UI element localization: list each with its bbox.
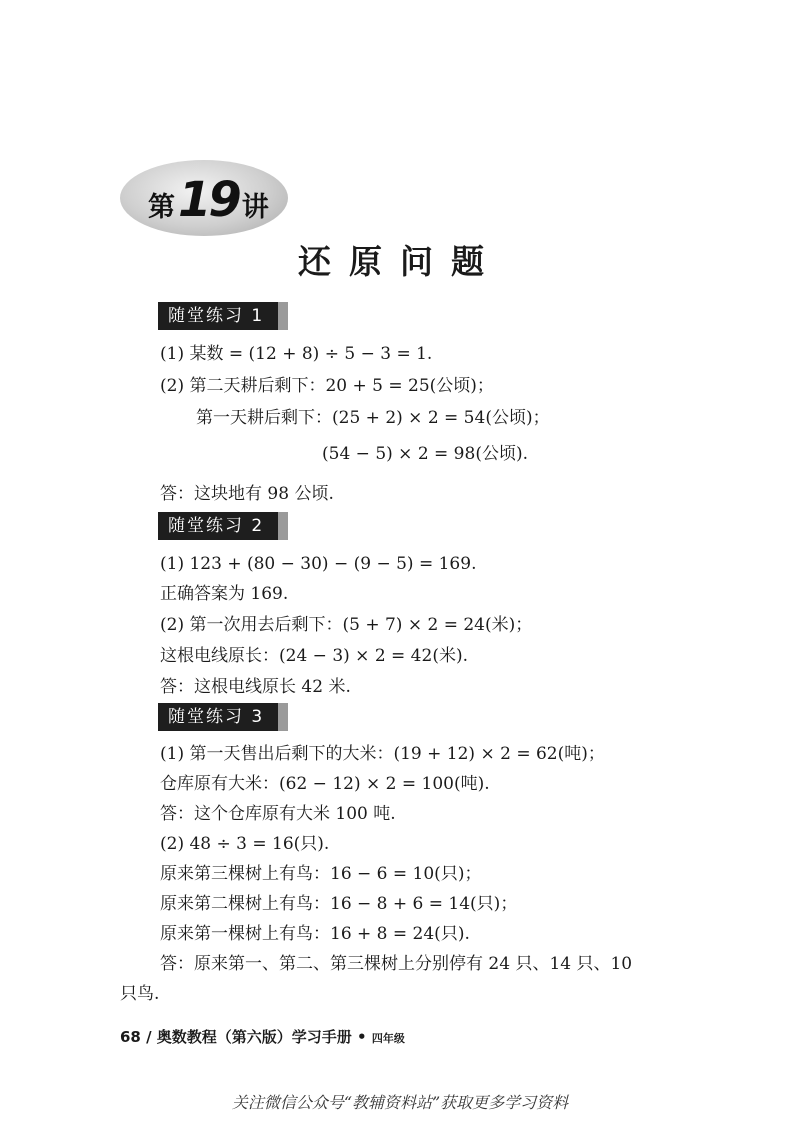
grade-label: 四年级 <box>371 1032 405 1045</box>
watermark-text: 关注微信公众号“教辅资料站”获取更多学习资料 <box>231 1093 569 1112</box>
answer-line: (1) 某数 = (12 + 8) ÷ 5 − 3 = 1. <box>160 344 433 364</box>
lecture-suffix: 讲 <box>241 192 269 223</box>
section-heading-2 <box>158 512 264 540</box>
answer-line: 答：原来第一、第二、第三棵树上分别停有 24 只、14 只、10 <box>160 954 633 974</box>
section-heading-label: 随堂练习 3 <box>168 707 265 727</box>
page-footer <box>120 1026 405 1047</box>
answer-line: (54 − 5) × 2 = 98(公顷). <box>322 444 528 464</box>
page-number: 68 <box>120 1028 141 1046</box>
answer-line: (2) 第二天耕后剩下：20 + 5 = 25(公顷)； <box>160 376 494 396</box>
book-title: / 奥数教程（第六版）学习手册 • <box>146 1028 367 1046</box>
section-heading-3 <box>158 703 264 731</box>
lecture-number: 19 <box>178 172 239 228</box>
answer-line: 仓库原有大米：(62 − 12) × 2 = 100(吨). <box>160 774 490 794</box>
answer-line: 答：这块地有 98 公顷. <box>160 484 334 504</box>
chapter-title: 还原问题 <box>298 242 502 281</box>
answer-line: 这根电线原长：(24 − 3) × 2 = 42(米). <box>160 646 468 666</box>
answer-line: 原来第二棵树上有鸟：16 − 8 + 6 = 14(只)； <box>160 894 518 914</box>
answer-line: 第一天耕后剩下：(25 + 2) × 2 = 54(公顷)； <box>196 408 550 428</box>
answer-line: (2) 第一次用去后剩下：(5 + 7) × 2 = 24(米)； <box>160 615 533 635</box>
answer-line: 只鸟. <box>120 984 160 1004</box>
section-heading-label: 随堂练习 2 <box>168 516 265 536</box>
answer-line: 答：这根电线原长 42 米. <box>160 677 351 697</box>
answer-line: 答：这个仓库原有大米 100 吨. <box>160 804 396 824</box>
answer-line: (1) 123 + (80 − 30) − (9 − 5) = 169. <box>160 554 477 574</box>
answer-line: 原来第三棵树上有鸟：16 − 6 = 10(只)； <box>160 864 482 884</box>
section-heading-label: 随堂练习 1 <box>168 306 265 326</box>
answer-line: 原来第一棵树上有鸟：16 + 8 = 24(只). <box>160 924 470 944</box>
lecture-badge <box>120 160 288 236</box>
section-heading-1 <box>158 302 264 330</box>
lecture-prefix: 第 <box>148 192 175 223</box>
answer-line: (1) 第一天售出后剩下的大米：(19 + 12) × 2 = 62(吨)； <box>160 744 605 764</box>
answer-line: (2) 48 ÷ 3 = 16(只). <box>160 834 330 854</box>
answer-line: 正确答案为 169. <box>160 584 289 604</box>
